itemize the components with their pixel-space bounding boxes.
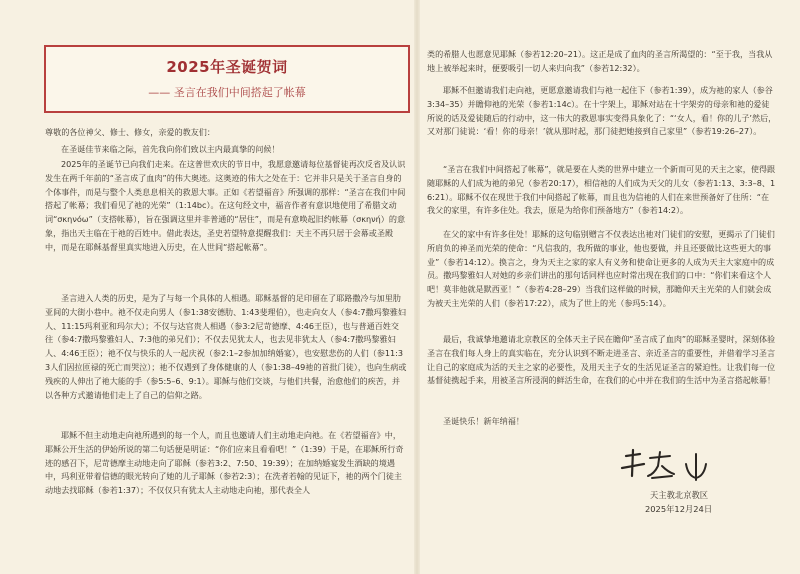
greeting: 尊敬的各位神父、修士、修女，亲爱的教友们：: [45, 127, 215, 137]
handwritten-signature: [618, 446, 728, 490]
paragraph-8: 最后，我诚挚地邀请北京教区的全体天主子民在瞻仰“圣言成了血肉”的耶稣圣婴时，深刻体验圣言在我们每人身上的真实临在，充分认识到不断走进圣言、亲近圣言的重要性，并借着学习圣言让自己的家庭成为活的天主之家的必要性，及用天主子女的生活见证圣言的紧迫性。让我们每一位基督徒携起手来，用被圣言所浸润的鲜活生命，在我们的心中并在我们的生活中为圣言搭起帐幕！: [427, 334, 776, 386]
signature-org: 天主教北京教区: [650, 490, 709, 500]
signature-date: 2025年12月24日: [645, 504, 713, 514]
paragraph-intro: 在圣诞佳节来临之际，首先我向你们致以主内最真挚的问候！: [61, 144, 280, 154]
paragraph-1: 2025年的圣诞节已向我们走来。在这普世欢庆的节日中，我愿意邀请每位基督徒再次反省及认识发生在两千年前的“圣言成了血肉”的伟大奥迹。这奥迹的伟大之处在于：它并非只是关于圣言自身的个体事件，而是与整个人类息息相关的救恩大事。正如《若望福音》所强调的那样：“圣言在我们中间搭起了帐幕；我们看见了祂的光荣”（1:14bc）。在这句经文中，福音作者有意识地使用了希腊文动词“σκηνόω”（支搭帐幕），旨在强调这里并非普通的“居住”，而是有意唤起旧约帐幕（σκηνή）的意象，指出天主临在于祂的百姓中。借此表达，圣史若望特意提醒我们：天主不再只居于会幕或圣殿中，而是在耶稣基督里真实地进入历史，在人世间“搭起帐幕”。: [45, 159, 406, 252]
paragraph-4: 类的希腊人也愿意见耶稣（参若12:20–21）。这正是成了血肉的圣言所渴望的：“至于我，当我从地上被举起来时，便要吸引一切人来归向我”（参若12:32）。: [427, 49, 773, 73]
paragraph-5: 耶稣不但邀请我们走向祂，更愿意邀请我们与祂一起住下（参若1:39），成为祂的家人（参谷3:34–35）并瞻仰祂的光荣（参若1:14c）。在十字架上，耶稣对站在十字架旁的母亲和祂的爱徒所说的话及爱徒随后的行动中，这一伟大的救恩事实变得具象化了：“‘女人，看！你的儿子’然后，又对那门徒说：‘看！你的母亲！’就从那时起，那门徒把她接到自己家里”（参若19:26–27）。: [427, 85, 777, 137]
closing-wishes: 圣诞快乐！新年纳福！: [443, 416, 524, 426]
paragraph-2: 圣言进入人类的历史，是为了与每一个具体的人相遇。耶稣基督的足印留在了耶路撒冷与加里肋亚间的大街小巷中。祂不仅走向男人（参1:38安德肋、1:43斐理伯），也走向女人（参4:7撒玛黎雅妇人、11:15玛利亚和玛尔大）；不仅与达官贵人相遇（参3:2尼苛德摩、4:46王臣），也与普通百姓交往（参4:7撒玛黎雅妇人、7:3他的弟兄们）；不仅去见犹太人，也去见非犹太人（参4:7撒玛黎雅妇人、4:46王臣）；祂不仅与快乐的人一起庆祝（参2:1–2参加加纳婚宴），也安慰悲伤的人们（参11:33人们因拉匝禄的死亡而哭泣）；祂不仅遇到了身体健康的人（参1:38–49祂的首批门徒），也向生病或残疾的人伸出了祂大能的手（参5:5–6、9:1）。耶稣与他们交谈，与他们共餐，治愈他们的疾苦，并以各种方式邀请他们走上了自己的信仰之路。: [45, 293, 407, 400]
page-subtitle: —— 圣言在我们中间搭起了帐幕: [148, 86, 306, 99]
paragraph-3: 耶稣不但主动地走向祂所遇到的每一个人，而且也邀请人们主动地走向祂。在《若望福音》中，耶稣公开生活的伊始所说的第二句话便是明证：“你们应来且看看吧！”（1:39）于是，在耶稣所行奇迹的感召下，尼苛德摩主动地走向了耶稣（参若3:2、7:50、19:39）；在加纳婚宴发生酒缺的境遇中，玛利亚带着信德的眼光转向了她的儿子耶稣（参若2:3）；在洗者若翰的见证下，祂的两个门徒主动地去找耶稣（参若1:37）；不仅仅只有犹太人主动地走向祂，那代表全人: [45, 430, 404, 496]
paragraph-7: 在父的家中有许多住处！耶稣的这句临别赠言不仅表达出祂对门徒们的安慰，更揭示了门徒们所肩负的神圣而光荣的使命：“凡信我的，我所做的事业，他也要做，并且还要做比这些更大的事业”（参若14:12）。换言之，身为天主之家的家人有义务和使命让更多的人成为天主大家庭中的成员。撒玛黎雅妇人对她的乡亲们讲出的那句话同样也应时常出现在我们的口中：“你们来看这个人吧！莫非他就是默西亚！”（参若4:28–29）当我们这样做的时候，那瞻仰天主光荣的人们就会成为被天主光荣的人们（参若17:22），成为了世上的光（参玛5:14）。: [427, 229, 775, 308]
page-title: 2025年圣诞贺词: [166, 58, 288, 76]
paragraph-6: “圣言在我们中间搭起了帐幕”，就是要在人类的世界中建立一个新而可见的天主之家，使得跟随耶稣的人们成为祂的弟兄（参若20:17），相信祂的人们成为天父的儿女（参若1:13、3:3–8、16:21）。耶稣不仅在现世于我们中间搭起了帐幕，而且也为信祂的人们在来世预备好了住所：“在我父的家里，有许多住处。我去，原是为给你们预备地方”（参若14:2）。: [427, 164, 776, 216]
title-box: [44, 45, 410, 113]
page-fold: [414, 0, 420, 574]
